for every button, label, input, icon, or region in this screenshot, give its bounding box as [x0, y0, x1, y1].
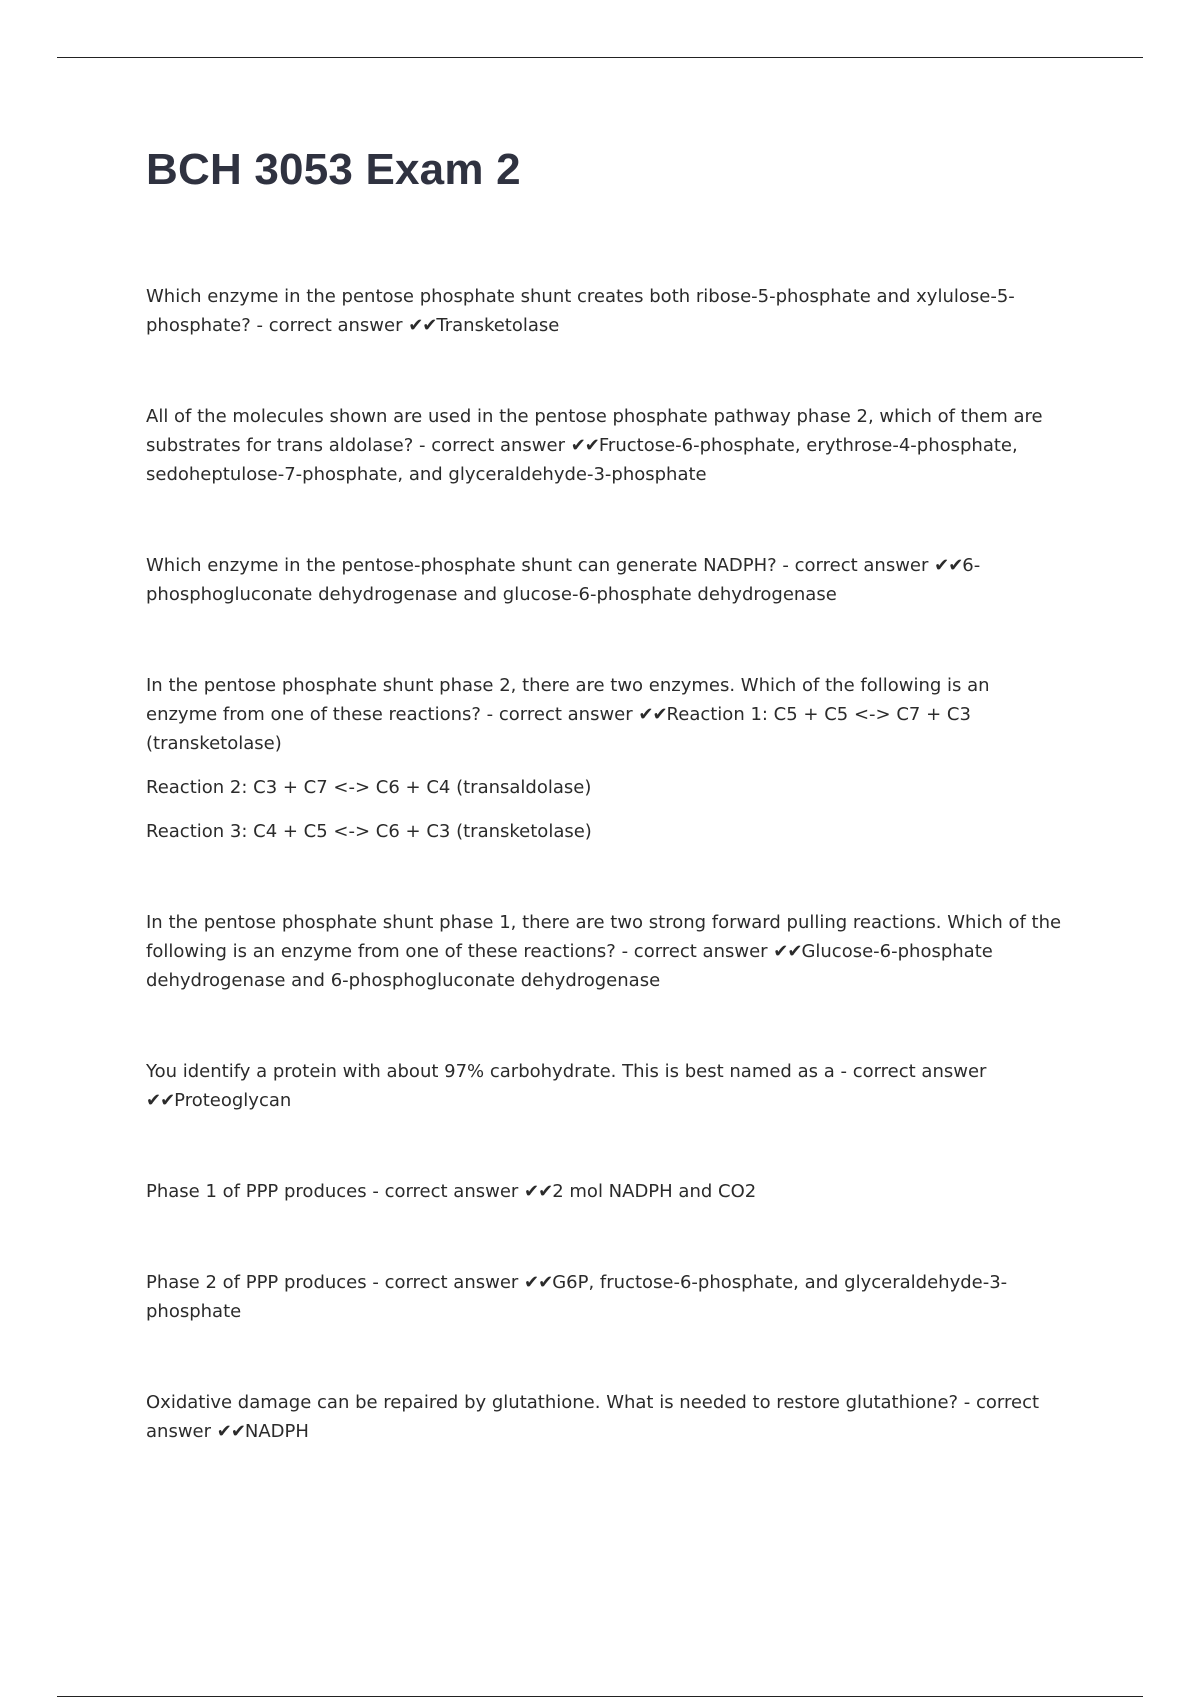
qa-line [146, 551, 1066, 609]
answer-text: 6-phosphogluconate dehydrogenase and glucose-6-phosphate dehydrogenase [146, 555, 981, 605]
answer-separator: - correct answer [146, 1392, 1040, 1442]
qa-item-4 [146, 671, 1066, 846]
answer-separator: - correct answer [615, 941, 774, 962]
answer-separator: - correct answer [366, 1272, 525, 1293]
question-text: Phase 1 of PPP produces [146, 1181, 367, 1202]
answer-separator: - correct answer [250, 315, 409, 336]
question-text: All of the molecules shown are used in the pentose phosphate pathway phase 2, which of them are substrates for trans aldolase? [146, 406, 1043, 456]
check-marks-icon: ✔✔ [638, 704, 667, 725]
qa-line [146, 282, 1066, 340]
qa-item-5 [146, 908, 1066, 995]
answer-separator: - correct answer [834, 1061, 987, 1082]
qa-item-8 [146, 1268, 1066, 1326]
check-marks-icon: ✔✔ [524, 1272, 553, 1293]
qa-line [146, 402, 1066, 489]
answer-text: Reaction 1: C5 + C5 <-> C7 + C3 (transketolase) [146, 704, 971, 754]
answer-text: 2 mol NADPH and CO2 [552, 1181, 757, 1202]
answer-separator: - correct answer [413, 435, 571, 456]
top-rule [57, 57, 1143, 58]
qa-line [146, 1177, 1066, 1206]
answer-text: Transketolase [436, 315, 560, 336]
answer-text: G6P, fructose-6-phosphate, and glyceraldehyde-3-phosphate [146, 1272, 1008, 1322]
qa-list [146, 282, 1066, 1446]
qa-item-2 [146, 402, 1066, 489]
question-text: In the pentose phosphate shunt phase 1, there are two strong forward pulling reactions. Which of the following is an enzyme from one of these reactions? [146, 912, 1062, 962]
bottom-rule [57, 1696, 1143, 1697]
qa-line [146, 1388, 1066, 1446]
qa-extra-line: Reaction 3: C4 + C5 <-> C6 + C3 (transketolase) [146, 821, 592, 842]
question-text: Oxidative damage can be repaired by glutathione. What is needed to restore glutathione? [146, 1392, 959, 1413]
check-marks-icon: ✔✔ [216, 1421, 245, 1442]
answer-text: NADPH [244, 1421, 309, 1442]
question-text: In the pentose phosphate shunt phase 2, there are two enzymes. Which of the following is an enzyme from one of these reactions? [146, 675, 990, 725]
check-marks-icon: ✔✔ [934, 555, 963, 576]
qa-item-7 [146, 1177, 1066, 1206]
check-marks-icon: ✔✔ [408, 315, 437, 336]
answer-separator: - correct answer [366, 1181, 525, 1202]
qa-item-6 [146, 1057, 1066, 1115]
qa-item-3 [146, 551, 1066, 609]
document-body [146, 140, 1066, 1508]
qa-line [146, 1057, 1066, 1115]
check-marks-icon: ✔✔ [570, 435, 599, 456]
answer-text: Proteoglycan [174, 1090, 292, 1111]
check-marks-icon: ✔✔ [524, 1181, 553, 1202]
question-text: Phase 2 of PPP produces [146, 1272, 367, 1293]
qa-line [146, 1268, 1066, 1326]
answer-separator: - correct answer [776, 555, 935, 576]
qa-item-9 [146, 1388, 1066, 1446]
qa-line [146, 671, 1066, 758]
qa-extra-line: Reaction 2: C3 + C7 <-> C6 + C4 (transaldolase) [146, 777, 592, 798]
qa-item-1 [146, 282, 1066, 340]
qa-line [146, 908, 1066, 995]
question-text: Which enzyme in the pentose phosphate shunt creates both ribose-5-phosphate and xylulose-5-phosphate? [146, 286, 1015, 336]
answer-separator: - correct answer [480, 704, 639, 725]
document-title: BCH 3053 Exam 2 [146, 145, 521, 194]
check-marks-icon: ✔✔ [146, 1090, 175, 1111]
question-text: You identify a protein with about 97% carbohydrate. This is best named as a [146, 1061, 835, 1082]
answer-text: Glucose-6-phosphate dehydrogenase and 6-phosphogluconate dehydrogenase [146, 941, 993, 991]
question-text: Which enzyme in the pentose-phosphate shunt can generate NADPH? [146, 555, 777, 576]
answer-text: Fructose-6-phosphate, erythrose-4-phosphate, sedoheptulose-7-phosphate, and glyceraldehyde-3-phosphate [146, 435, 1018, 485]
check-marks-icon: ✔✔ [773, 941, 802, 962]
